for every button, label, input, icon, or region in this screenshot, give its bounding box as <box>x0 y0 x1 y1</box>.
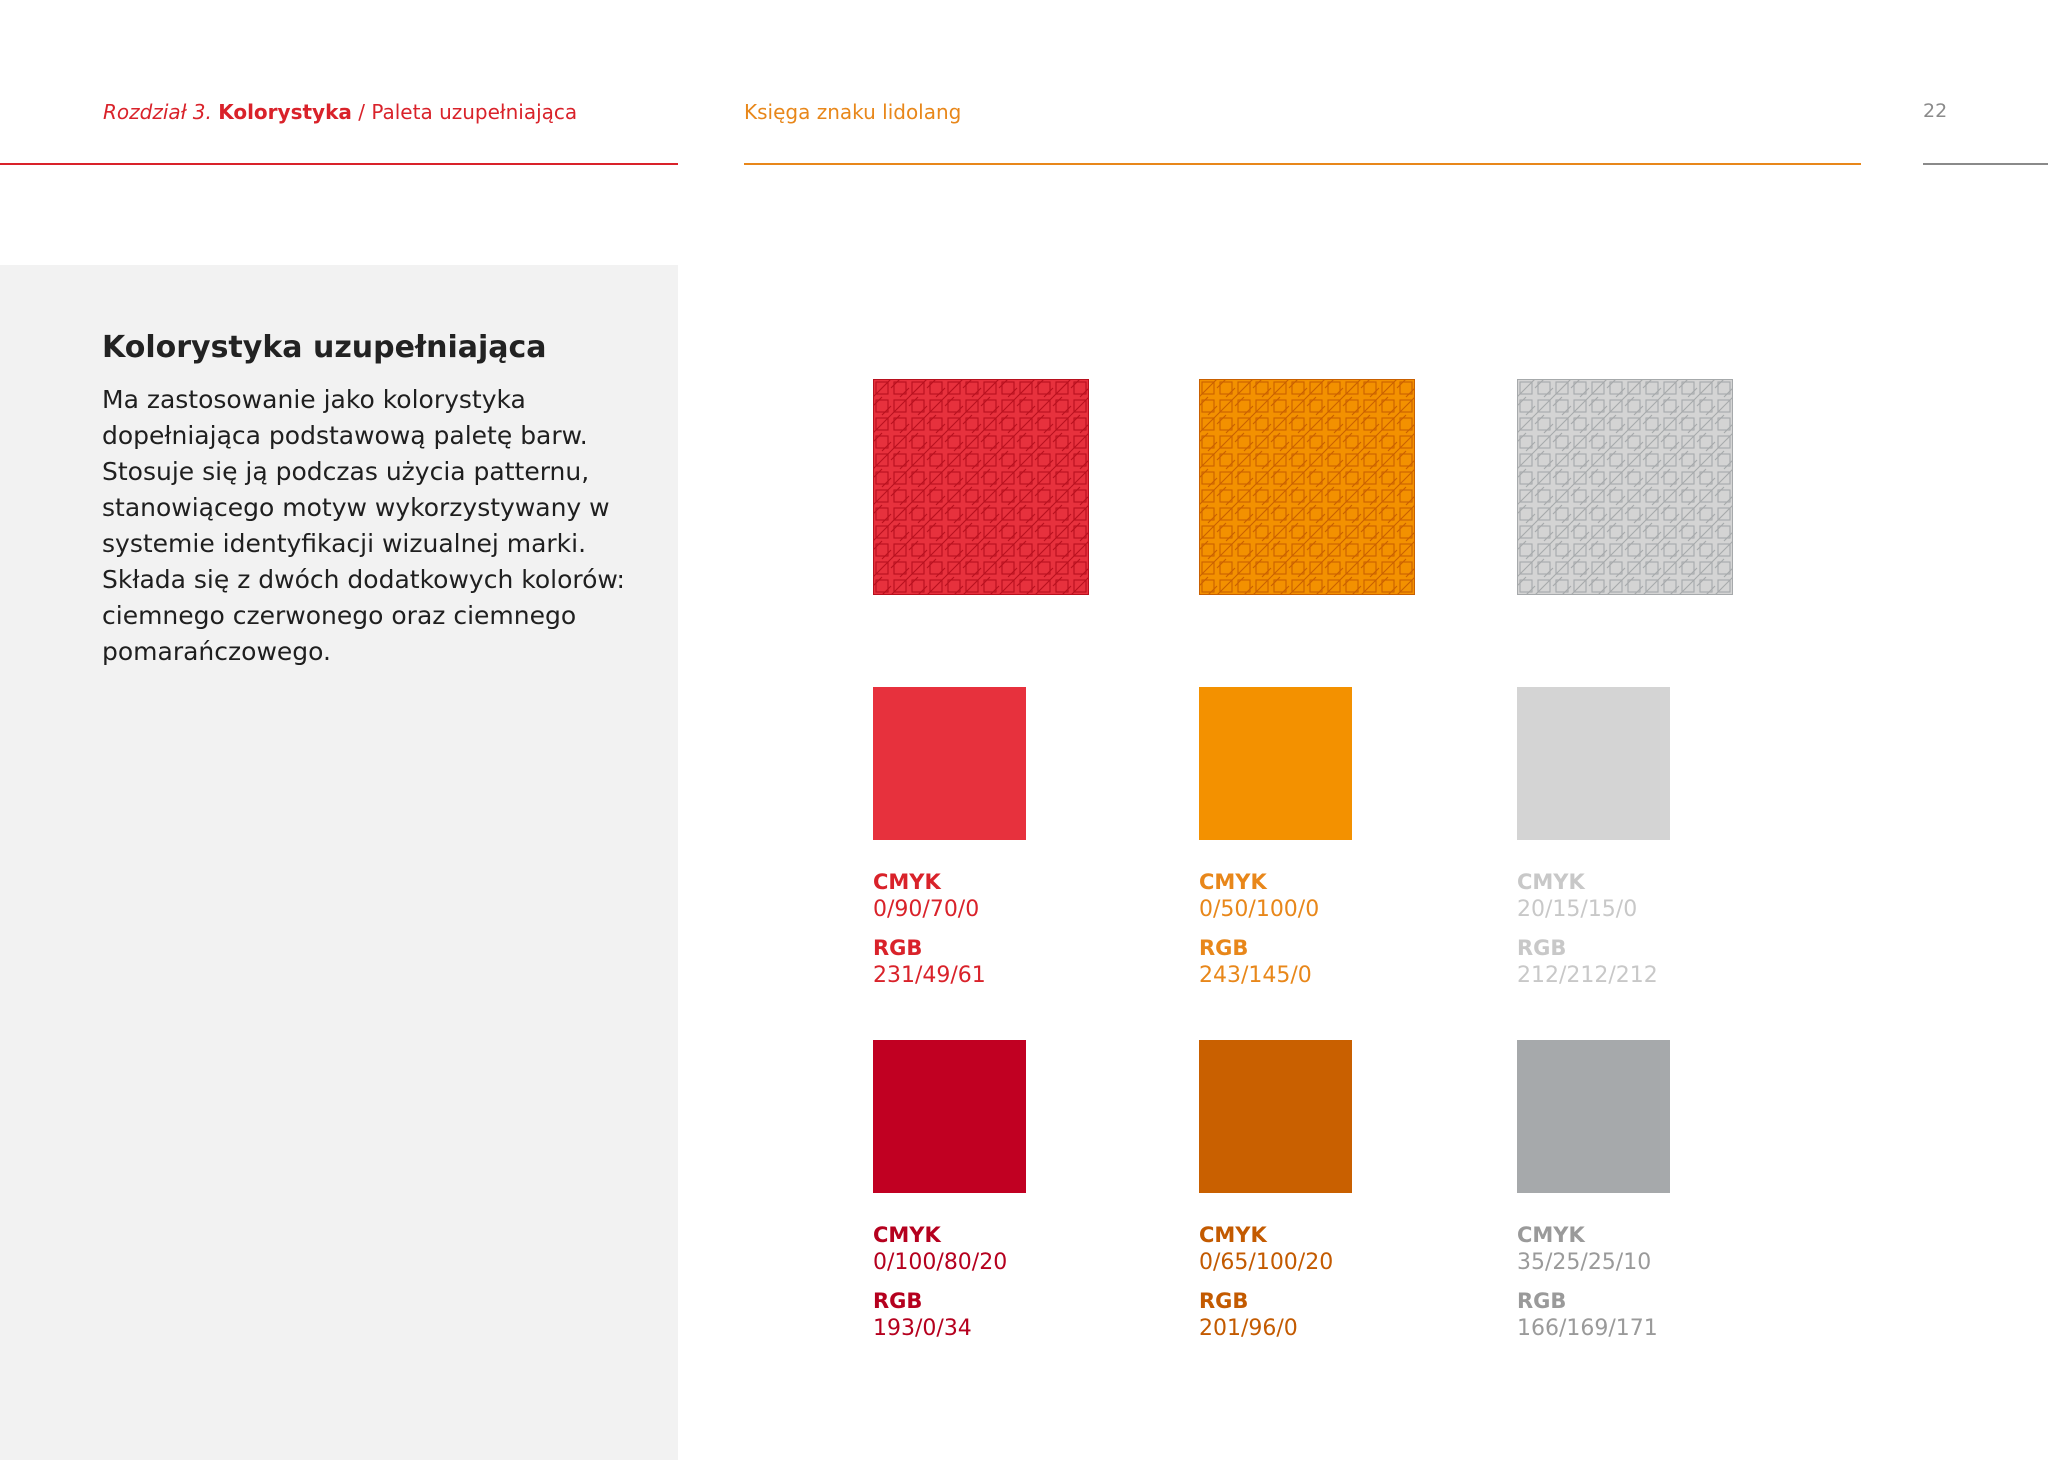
cmyk-value: 0/50/100/0 <box>1199 897 1320 922</box>
rgb-value: 243/145/0 <box>1199 963 1312 988</box>
rgb-label: RGB <box>1517 1289 1567 1313</box>
header-divider-red <box>0 163 678 165</box>
breadcrumb-section: Kolorystyka <box>218 100 352 124</box>
pattern-swatch-red <box>873 379 1089 595</box>
pattern-svg-grey <box>1517 379 1733 595</box>
rgb-value: 201/96/0 <box>1199 1316 1298 1341</box>
spec-dark-grey <box>1517 1221 1777 1353</box>
swatch-orange <box>1199 687 1352 840</box>
header-divider-grey <box>1923 163 2048 165</box>
cmyk-value: 0/65/100/20 <box>1199 1250 1334 1275</box>
cmyk-label: CMYK <box>1517 1223 1585 1247</box>
rgb-value: 212/212/212 <box>1517 963 1658 988</box>
breadcrumb-subsection: / Paleta uzupełniająca <box>358 100 578 124</box>
header-divider-orange <box>744 163 1861 165</box>
rgb-value: 231/49/61 <box>873 963 986 988</box>
rgb-label: RGB <box>1199 936 1249 960</box>
spec-red <box>873 868 1133 1000</box>
page-number: 22 <box>1923 100 1948 122</box>
swatch-light-grey <box>1517 687 1670 840</box>
swatch-dark-orange <box>1199 1040 1352 1193</box>
rgb-label: RGB <box>873 1289 923 1313</box>
swatch-red <box>873 687 1026 840</box>
rgb-label: RGB <box>873 936 923 960</box>
cmyk-value: 20/15/15/0 <box>1517 897 1638 922</box>
breadcrumb-chapter: Rozdział 3. <box>103 100 212 124</box>
section-description: Ma zastosowanie jako kolorystyka dopełniająca podstawową paletę barw. Stosuje się ją podczas użycia patternu, stanowiącego motyw wykorzystywany w systemie identyfikacji wizualnej marki. Składa się z dwóch dodatkowych kolorów: ciemnego czerwonego oraz ciemnego pomarańczowego. <box>102 385 625 666</box>
pattern-swatch-grey <box>1517 379 1733 595</box>
cmyk-label: CMYK <box>1199 1223 1267 1247</box>
pattern-swatch-orange <box>1199 379 1415 595</box>
pattern-svg-orange <box>1199 379 1415 595</box>
cmyk-label: CMYK <box>873 870 941 894</box>
breadcrumb <box>103 100 577 124</box>
swatch-dark-red <box>873 1040 1026 1193</box>
cmyk-label: CMYK <box>873 1223 941 1247</box>
rgb-value: 166/169/171 <box>1517 1316 1658 1341</box>
cmyk-value: 0/90/70/0 <box>873 897 980 922</box>
cmyk-value: 35/25/25/10 <box>1517 1250 1652 1275</box>
spec-light-grey <box>1517 868 1777 1000</box>
section-title: Kolorystyka uzupełniająca <box>102 330 547 365</box>
book-title: Księga znaku lidolang <box>744 100 962 124</box>
spec-orange <box>1199 868 1459 1000</box>
rgb-label: RGB <box>1199 1289 1249 1313</box>
cmyk-value: 0/100/80/20 <box>873 1250 1008 1275</box>
spec-dark-red <box>873 1221 1133 1353</box>
rgb-label: RGB <box>1517 936 1567 960</box>
rgb-value: 193/0/34 <box>873 1316 972 1341</box>
swatch-dark-grey <box>1517 1040 1670 1193</box>
cmyk-label: CMYK <box>1517 870 1585 894</box>
pattern-svg-red <box>873 379 1089 595</box>
spec-dark-orange <box>1199 1221 1459 1353</box>
cmyk-label: CMYK <box>1199 870 1267 894</box>
